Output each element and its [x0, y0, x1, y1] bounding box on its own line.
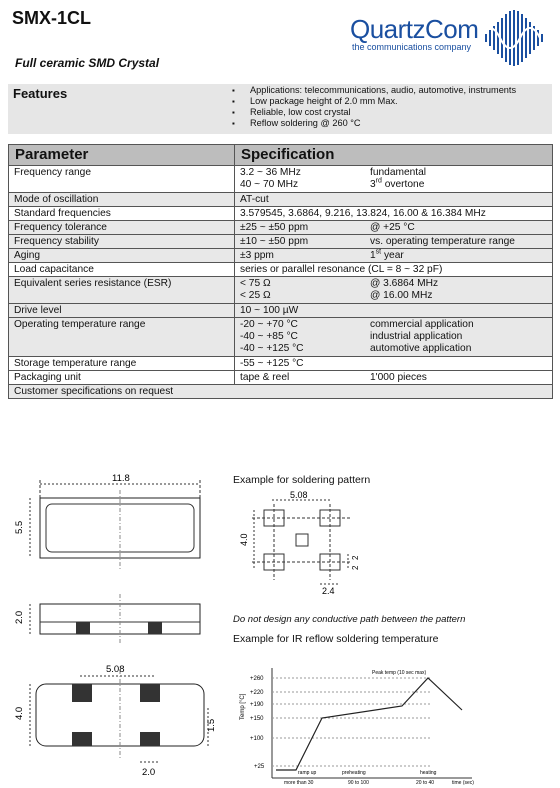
param-cell: Packaging unit	[9, 371, 235, 385]
list-item: ▪ Low package height of 2.0 mm Max.	[232, 96, 516, 107]
reflow-axis-label: Temp [°C]	[240, 693, 246, 720]
tick-label: +100	[250, 736, 264, 742]
tick-label: +150	[250, 716, 264, 722]
param-cell: Load capacitance	[9, 263, 235, 277]
table-row	[9, 193, 553, 207]
dim-bottom-pitch: 5.08	[106, 664, 125, 675]
table-row	[9, 318, 553, 357]
tick-label: +190	[250, 702, 264, 708]
dimension-drawing	[0, 470, 225, 788]
soldering-pattern-drawing	[232, 490, 372, 602]
time-label: 20 to 40	[416, 780, 435, 786]
pattern-height: 4.0	[239, 533, 249, 546]
spec-cell: 3.2 ~ 36 MHz fundamental 40 ~ 70 MHz 3rd overtone	[235, 166, 553, 193]
specification-table	[8, 144, 553, 399]
param-cell: Standard frequencies	[9, 207, 235, 221]
table-row	[9, 221, 553, 235]
tick-label: +25	[254, 764, 265, 770]
pattern-pad-h2: 2	[351, 565, 360, 570]
reflow-caption: Example for IR reflow soldering temperature	[233, 633, 439, 645]
dim-bottom-height: 4.0	[14, 706, 25, 720]
soldering-note: Do not design any conductive path between the pattern	[233, 614, 466, 625]
spec-cell: tape & reel 1'000 pieces	[235, 371, 553, 385]
spec-cell: 3.579545, 3.6864, 9.216, 13.824, 16.00 & 16.384 MHz	[235, 207, 553, 221]
spec-cell: ±10 ~ ±50 ppm vs. operating temperature range	[235, 235, 553, 249]
time-label: 90 to 100	[348, 780, 369, 786]
param-cell: Aging	[9, 249, 235, 263]
spec-cell: series or parallel resonance (CL = 8 ~ 32 pF)	[235, 263, 553, 277]
table-header-row	[9, 145, 553, 166]
list-item: ▪ Applications: telecommunications, audio, automotive, instruments	[232, 85, 516, 96]
table-row	[9, 385, 553, 399]
company-logo-tagline: the communications company	[352, 42, 472, 52]
param-cell: Storage temperature range	[9, 357, 235, 371]
tick-label: +260	[250, 676, 264, 682]
table-row	[9, 263, 553, 277]
spec-cell: < 75 Ω @ 3.6864 MHz < 25 Ω @ 16.00 MHz	[235, 277, 553, 304]
header-specification: Specification	[235, 145, 553, 166]
table-row	[9, 304, 553, 318]
table-row	[9, 207, 553, 221]
time-label: more than 30	[284, 780, 314, 786]
param-cell: Mode of oscillation	[9, 193, 235, 207]
table-row	[9, 277, 553, 304]
dim-top-width: 11.8	[112, 473, 130, 484]
table-row	[9, 235, 553, 249]
features-heading: Features	[13, 86, 68, 101]
list-item: ▪ Reliable, low cost crystal	[232, 107, 516, 118]
table-row	[9, 357, 553, 371]
company-logo-name: QuartzCom	[350, 14, 479, 44]
logo-waveform-icon	[478, 8, 550, 68]
tick-label: +220	[250, 690, 264, 696]
product-title: SMX-1CL	[12, 8, 92, 28]
pattern-pad-w: 2.4	[322, 586, 335, 596]
header-parameter: Parameter	[9, 145, 235, 166]
list-item: ▪ Reflow soldering @ 260 °C	[232, 118, 516, 129]
spec-cell: -20 ~ +70 °C commercial application -40 ~ +85 °C industrial application -40 ~ +125 °C automotive application	[235, 318, 553, 357]
soldering-caption: Example for soldering pattern	[233, 474, 371, 486]
table-row	[9, 166, 553, 193]
features-list	[232, 85, 516, 129]
spec-cell: -55 ~ +125 °C	[235, 357, 553, 371]
phase-label: preheating	[342, 770, 366, 776]
spec-cell: ±3 ppm 1st year	[235, 249, 553, 263]
param-cell: Equivalent series resistance (ESR)	[9, 277, 235, 304]
dim-top-height: 5.5	[14, 520, 25, 534]
dim-side-height: 2.0	[14, 610, 25, 624]
spec-cell: AT-cut	[235, 193, 553, 207]
param-cell: Customer specifications on request	[9, 385, 553, 399]
reflow-peak-label: Peak temp (10 sec max)	[372, 670, 427, 676]
spec-cell: 10 ~ 100 µW	[235, 304, 553, 318]
product-subtitle: Full ceramic SMD Crystal	[15, 56, 160, 70]
pattern-pad-h1: 2	[351, 555, 360, 560]
spec-cell: ±25 ~ ±50 ppm @ +25 °C	[235, 221, 553, 235]
dim-bottom-pad-w: 2.0	[142, 767, 156, 778]
reflow-profile-chart	[232, 660, 482, 786]
time-label: time (sec)	[452, 780, 474, 786]
phase-label: ramp up	[298, 770, 317, 776]
param-cell: Frequency stability	[9, 235, 235, 249]
param-cell: Frequency tolerance	[9, 221, 235, 235]
param-cell: Drive level	[9, 304, 235, 318]
pattern-pitch: 5.08	[290, 490, 308, 500]
phase-label: heating	[420, 770, 437, 776]
dim-bottom-pad-h: 1.5	[206, 718, 217, 732]
table-row	[9, 371, 553, 385]
param-cell: Frequency range	[9, 166, 235, 193]
table-row	[9, 249, 553, 263]
param-cell: Operating temperature range	[9, 318, 235, 357]
